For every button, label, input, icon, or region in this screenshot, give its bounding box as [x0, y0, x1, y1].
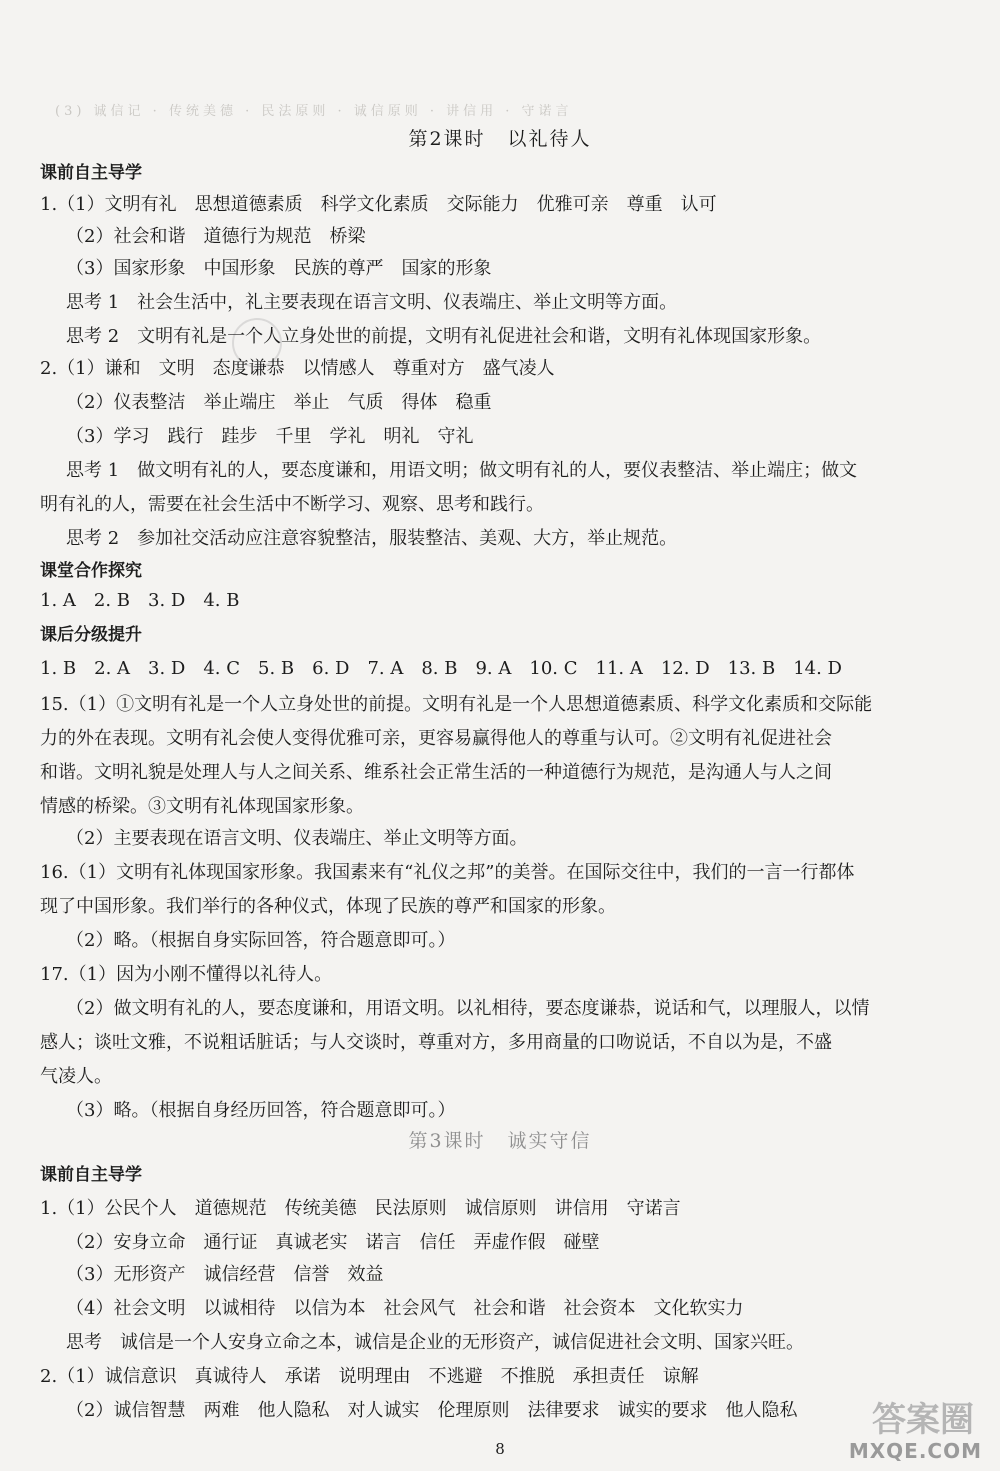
answer-line: 17.（1）因为小刚不懂得以礼待人。	[40, 964, 333, 985]
answer-line: 1.（1）公民个人 道德规范 传统美德 民法原则 诚信原则 讲信用 守诺言	[40, 1198, 681, 1219]
thinking-line: 明有礼的人，需要在社会生活中不断学习、观察、思考和践行。	[40, 494, 544, 515]
answer-line: 1. A 2. B 3. D 4. B	[40, 590, 240, 611]
answer-line: （2）略。（根据自身实际回答，符合题意即可。）	[66, 930, 456, 951]
lesson-2-number: 第2课时	[408, 128, 486, 150]
thinking-line: 思考 1 做文明有礼的人，要态度谦和，用语文明；做文明有礼的人，要仪表整洁、举止端庄；做文	[66, 460, 858, 481]
answer-line: 16.（1）文明有礼体现国家形象。我国素来有“礼仪之邦”的美誉。在国际交往中，我们的一言一行都体	[40, 862, 855, 883]
lesson-3-title	[0, 1126, 1000, 1153]
page-number: 8	[495, 1440, 505, 1458]
answer-line: 感人；谈吐文雅，不说粗话脏话；与人交谈时，尊重对方，多用商量的口吻说话，不自以为是，不盛	[40, 1032, 832, 1053]
answer-line: 力的外在表现。文明有礼会使人变得优雅可亲，更容易赢得他人的尊重与认可。②文明有礼促进社会	[40, 728, 832, 749]
answer-line: 气凌人。	[40, 1066, 112, 1087]
watermark	[782, 1397, 982, 1463]
lesson-3-number: 第3课时	[408, 1130, 486, 1152]
answer-line: （2）做文明有礼的人，要态度谦和，用语文明。以礼相待，要态度谦恭，说话和气，以理服人，以情	[66, 998, 870, 1019]
answer-line: 2.（1）诚信意识 真诚待人 承诺 说明理由 不逃避 不推脱 承担责任 谅解	[40, 1366, 699, 1387]
answer-line: 15.（1）①文明有礼是一个人立身处世的前提。文明有礼是一个人思想道德素质、科学文化素质和交际能	[40, 694, 873, 715]
answer-line: 1.（1）文明有礼 思想道德素质 科学文化素质 交际能力 优雅可亲 尊重 认可	[40, 194, 717, 215]
thinking-line: 思考 1 社会生活中，礼主要表现在语言文明、仪表端庄、举止文明等方面。	[66, 292, 678, 313]
answer-line: （3）无形资产 诚信经营 信誉 效益	[66, 1264, 384, 1285]
answer-line: （2）仪表整洁 举止端庄 举止 气质 得体 稳重	[66, 392, 492, 413]
answer-line: 情感的桥梁。③文明有礼体现国家形象。	[40, 796, 364, 817]
section-heading-preview-2: 课前自主导学	[40, 1165, 142, 1185]
answer-line: （3）国家形象 中国形象 民族的尊严 国家的形象	[66, 258, 492, 279]
lesson-2-title	[0, 124, 1000, 151]
answer-line: （2）诚信智慧 两难 他人隐私 对人诚实 伦理原则 法律要求 诚实的要求 他人隐私	[66, 1400, 798, 1421]
faded-header-text: (3) 诚信记 · 传统美德 · 民法原则 · 诚信原则 · 讲信用 · 守诺言	[55, 104, 573, 119]
answer-line: （3）学习 践行 跬步 千里 学礼 明礼 守礼	[66, 426, 474, 447]
answer-line: （2）社会和谐 道德行为规范 桥梁	[66, 226, 366, 247]
lesson-2-subtitle: 以礼待人	[507, 128, 592, 150]
section-heading-preview: 课前自主导学	[40, 163, 142, 183]
lesson-3-subtitle: 诚实守信	[507, 1130, 592, 1152]
answer-line: 现了中国形象。我们举行的各种仪式，体现了民族的尊严和国家的形象。	[40, 896, 616, 917]
thinking-line: 思考 2 参加社交活动应注意容貌整洁，服装整洁、美观、大方，举止规范。	[66, 528, 678, 549]
section-heading-after-class: 课后分级提升	[40, 625, 142, 645]
section-heading-classroom: 课堂合作探究	[40, 561, 142, 581]
thinking-line: 思考 诚信是一个人安身立命之本，诚信是企业的无形资产，诚信促进社会文明、国家兴旺。	[66, 1332, 804, 1353]
watermark-url: MXQE.COM	[848, 1439, 982, 1463]
watermark-logo: 答案圈	[872, 1400, 974, 1440]
answer-line: （4）社会文明 以诚相待 以信为本 社会风气 社会和谐 社会资本 文化软实力	[66, 1298, 744, 1319]
answer-line: （2）安身立命 通行证 真诚老实 诺言 信任 弄虚作假 碰壁	[66, 1232, 600, 1253]
answer-line: 和谐。文明礼貌是处理人与人之间关系、维系社会正常生活的一种道德行为规范，是沟通人与人之间	[40, 762, 832, 783]
answer-line: 2.（1）谦和 文明 态度谦恭 以情感人 尊重对方 盛气凌人	[40, 358, 555, 379]
answer-line: （3）略。（根据自身经历回答，符合题意即可。）	[66, 1100, 456, 1121]
thinking-line: 思考 2 文明有礼是一个人立身处世的前提，文明有礼促进社会和谐，文明有礼体现国家形象。	[66, 326, 822, 347]
answer-line: 1. B 2. A 3. D 4. C 5. B 6. D 7. A 8. B 9. A 10. C 11. A 12. D 13. B 14. D	[40, 658, 842, 679]
answer-line: （2）主要表现在语言文明、仪表端庄、举止文明等方面。	[66, 828, 528, 849]
